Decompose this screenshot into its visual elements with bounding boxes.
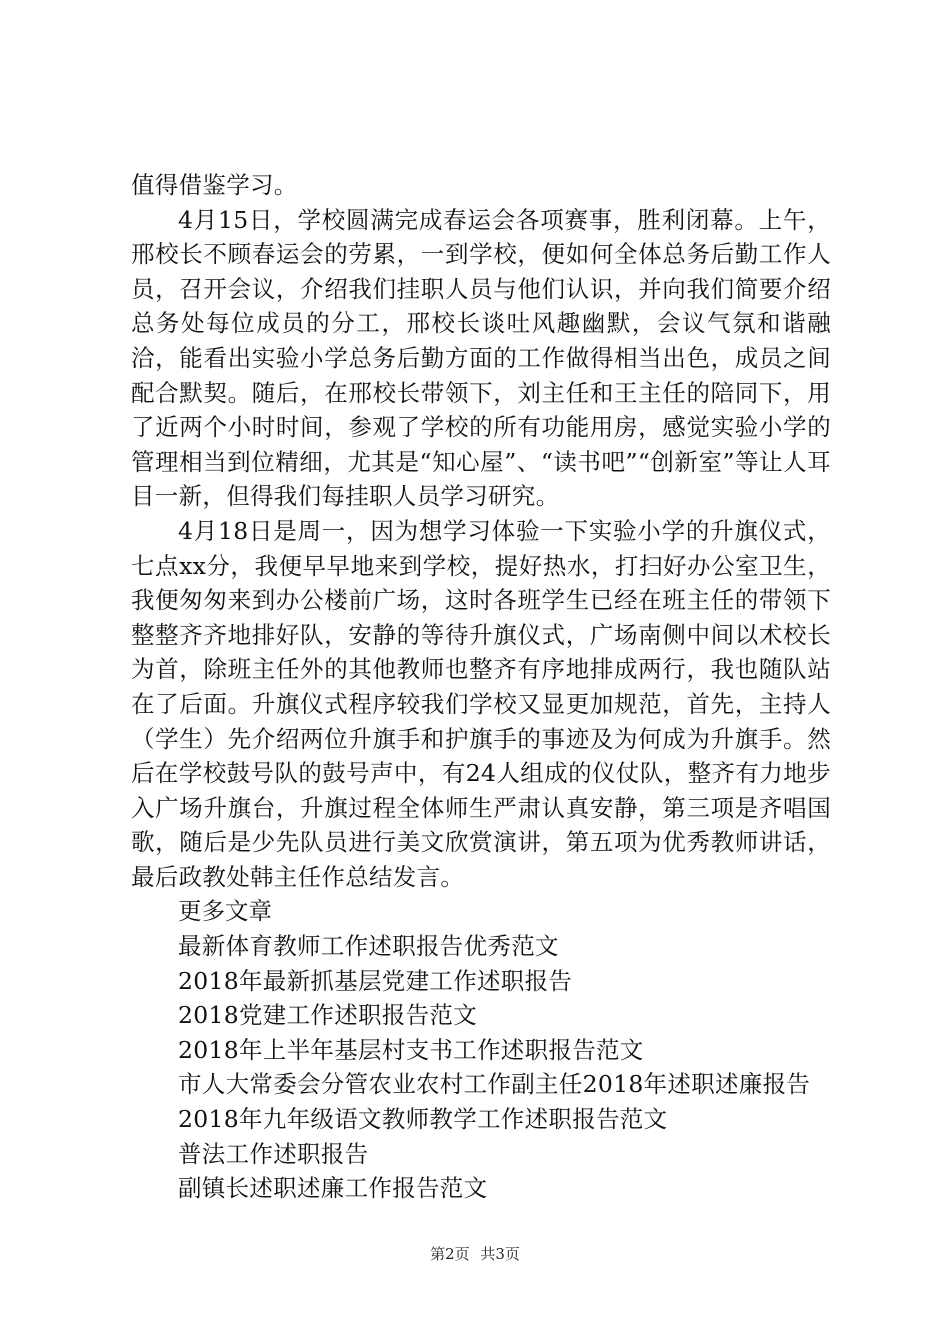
article-link[interactable]: 2018年上半年基层村支书工作述职报告范文: [178, 1035, 644, 1064]
paragraph-april-15: 4月15日，学校圆满完成春运会各项赛事，胜利闭幕。上午，邢校长不顾春运会的劳累，一到学校，便如何全体总务后勤工作人员，召开会议，介绍我们挂职人员与他们认识，并向我们简要介绍总务处每位成员的分工，邢校长谈吐风趣幽默，会议气氛和谐融洽，能看出实验小学总务后勤方面的工作做得相当出色，成员之间配合默契。随后，在邢校长带领下，刘主任和王主任的陪同下，用了近两个小时时间，参观了学校的所有功能用房，感觉实验小学的管理相当到位精细，尤其是“知心屋”、“读书吧”“创新室”等让人耳目一新，但得我们每挂职人员学习研究。: [131, 205, 831, 511]
more-articles-heading: 更多文章: [178, 897, 272, 926]
article-link[interactable]: 2018党建工作述职报告范文: [178, 1001, 478, 1030]
article-link[interactable]: 最新体育教师工作述职报告优秀范文: [178, 932, 559, 961]
article-link[interactable]: 2018年九年级语文教师教学工作述职报告范文: [178, 1105, 668, 1134]
article-link[interactable]: 2018年最新抓基层党建工作述职报告: [178, 966, 573, 995]
document-body: [131, 168, 831, 1206]
article-link[interactable]: 普法工作述职报告: [178, 1139, 369, 1168]
more-articles-list: [131, 929, 831, 1206]
article-link[interactable]: 市人大常委会分管农业农村工作副主任2018年述职述廉报告: [178, 1070, 811, 1099]
page-total: 共3页: [480, 1245, 520, 1263]
paragraph-continuation: 值得借鉴学习。: [131, 171, 298, 199]
article-link[interactable]: 副镇长述职述廉工作报告范文: [178, 1174, 488, 1203]
page-number: 第2页: [430, 1245, 470, 1263]
paragraph-april-18: 4月18日是周一，因为想学习体验一下实验小学的升旗仪式，七点xx分，我便早早地来到学校，提好热水，打扫好办公室卫生，我便匆匆来到办公楼前广场，这时各班学生已经在班主任的带领下整整齐齐地排好队，安静的等待升旗仪式，广场南侧中间以术校长为首，除班主任外的其他教师也整齐有序地排成两行，我也随队站在了后面。升旗仪式程序较我们学校又显更加规范，首先，主持人（学生）先介绍两位升旗手和护旗手的事迹及为何成为升旗手。然后在学校鼓号队的鼓号声中，有24人组成的仪仗队，整齐有力地步入广场升旗台，升旗过程全体师生严肃认真安静，第三项是齐唱国歌，随后是少先队员进行美文欣赏演讲，第五项为优秀教师讲话，最后政教处韩主任作总结发言。: [131, 516, 831, 891]
page-footer: [0, 1244, 950, 1264]
